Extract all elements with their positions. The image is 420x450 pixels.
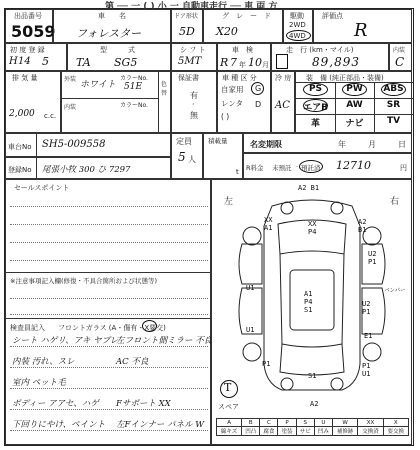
legend-code: S — [296, 419, 314, 427]
model-prefix: TA — [76, 56, 91, 69]
diagram-left-label: 左 — [224, 197, 234, 207]
drive-2wd: 2WD — [289, 21, 306, 29]
mileage: 89,893 — [312, 55, 360, 69]
reg-label: 登録No — [8, 166, 32, 174]
mileage-label: 走 行 (km・マイル) — [286, 46, 354, 54]
inspection-year-unit: 年 — [239, 61, 246, 69]
inspection-label: 車 検 — [232, 46, 253, 54]
warranty-label: 保証書 — [178, 74, 199, 82]
legend-meaning: 要交換 — [383, 427, 408, 436]
damage-mark-right-rear: P1 U1 — [362, 362, 371, 378]
color-code: 51E — [124, 82, 143, 92]
legend-code: P — [278, 419, 296, 427]
damage-mark-front-right: A2 B1 — [358, 218, 367, 234]
top-banner: 第 ── 一 ( ) 小 一 自動車走行 ── 車 両 方 — [105, 2, 278, 12]
tax-day: 日 — [398, 140, 406, 149]
warranty-dot: · — [192, 100, 195, 109]
auction-sheet — [4, 2, 414, 446]
damage-mark-roof: A1 P4 S1 — [304, 290, 313, 314]
inspector-note: ボディー アアセ、ハゲ — [12, 399, 99, 409]
spare-label: スペア — [218, 403, 239, 411]
vin-label: 車台No — [8, 143, 32, 151]
equipment-cell — [295, 71, 412, 133]
damage-mark-hood: XX P4 — [308, 220, 317, 236]
interior-score-label: 内装 — [393, 47, 406, 54]
car-name-cell — [53, 9, 171, 43]
tax-cell — [243, 133, 412, 153]
inspector-note: Fサポート XX — [116, 399, 171, 409]
equipment-circle-mark — [342, 83, 367, 96]
sales-line-4 — [10, 260, 208, 261]
inspection-era: R — [220, 56, 229, 69]
bumper-note: バンパー — [384, 288, 406, 294]
inspector-label: 検査員記入 — [10, 324, 45, 332]
tax-month: 月 — [368, 140, 376, 149]
legend-code: W — [333, 419, 358, 427]
drive-cell — [283, 9, 313, 43]
inspection-month-unit: 月 — [262, 61, 269, 69]
load-cell — [203, 133, 243, 179]
spare-mark: T — [224, 381, 232, 394]
notes-label: ※注意事項記入欄(修復・不具合箇所および状態等) — [10, 277, 158, 285]
recycle-paid: 預託済 — [301, 164, 321, 172]
car-type-private: 自家用 — [221, 85, 244, 94]
mileage-digit-box — [276, 54, 288, 69]
notes-divider — [6, 272, 212, 273]
exterior-color: ホワイト — [80, 80, 116, 90]
equipment-item: ナビ — [345, 119, 364, 129]
car-type-cell — [217, 71, 271, 133]
equipment-circle-mark — [303, 99, 328, 112]
reg-divider — [36, 158, 37, 180]
equipment-item: SR — [386, 100, 401, 110]
legend-meaning: 凹み — [314, 427, 332, 436]
inspection-year: 7 — [230, 56, 237, 69]
notes-line-1 — [10, 298, 208, 299]
capacity: 5 — [178, 150, 186, 164]
recycle-amount: 12710 — [336, 159, 371, 172]
damage-mark-front-left: XX A1 — [264, 216, 273, 232]
equipment-item: AW — [346, 100, 363, 110]
interior-color-label: 内装 — [64, 104, 77, 111]
shift-cell — [171, 43, 217, 71]
damage-legend — [216, 418, 409, 436]
legend-meaning: 線キズ — [217, 427, 242, 436]
inspector-note-line — [10, 367, 208, 368]
legend-code: B — [242, 419, 260, 427]
lot-number-cell — [5, 9, 56, 43]
inspector-note-line — [10, 409, 208, 410]
sales-line-1 — [10, 206, 208, 207]
first-reg-cell — [5, 43, 67, 71]
color-divider — [62, 98, 158, 99]
capacity-cell — [171, 133, 203, 179]
legend-meaning: 交換済 — [358, 427, 383, 436]
diagram-right-label: 右 — [390, 197, 400, 207]
interior-color-no-label: カラーNo. — [120, 102, 148, 109]
color-change-label: 色替 — [161, 81, 168, 97]
inspector-note: 内装 汚れ、スレ — [12, 357, 75, 367]
lot-label: 出品番号 — [14, 12, 42, 20]
car-type-parens: ( ) — [221, 112, 230, 121]
equipment-circle-mark — [381, 83, 406, 96]
ac-cell — [271, 71, 295, 133]
inspector-note-line — [10, 346, 208, 347]
model-label: 型 式 — [100, 46, 135, 54]
damage-mark-left-door-rear: U1 — [246, 326, 255, 334]
interior-score: C — [395, 55, 405, 69]
warranty-yes: 有 — [190, 91, 198, 100]
damage-mark-rear-bumper: A2 — [310, 400, 319, 408]
inspector-note: 下回りにやけ、ペイント — [12, 420, 106, 430]
interior-score-cell — [389, 43, 412, 71]
legend-meaning: 塗装 — [278, 427, 296, 436]
fuel-gas: G — [255, 84, 262, 93]
legend-code: U — [314, 419, 332, 427]
score: R — [354, 20, 368, 41]
vin: SH5-009558 — [42, 139, 106, 150]
damage-mark-right-rear-door: E1 — [364, 332, 373, 340]
load-unit: t — [236, 168, 239, 176]
recycle-cell — [243, 153, 412, 179]
load-label: 積載量 — [208, 137, 228, 145]
equip-grid-h3 — [296, 114, 413, 115]
damage-mark-left-door-front: U1 — [246, 284, 255, 292]
doors-cell — [171, 9, 203, 43]
model-code: SG5 — [114, 56, 138, 69]
recycle-unpaid: 未預託 — [272, 164, 292, 172]
capacity-unit: 人 — [188, 155, 196, 164]
sales-line-2 — [10, 224, 208, 225]
equipment-label: 装 備 (純正部品・装備) — [306, 74, 384, 82]
vin-divider — [36, 134, 37, 158]
equipment-circle-mark — [303, 83, 328, 96]
equipment-item: エアB — [303, 103, 328, 113]
equipment-item: PS — [308, 84, 323, 94]
capacity-label: 定員 — [176, 137, 192, 146]
car-type-rental: レンタ — [221, 99, 244, 108]
color-change-divider — [158, 72, 159, 134]
sales-line-3 — [10, 242, 208, 243]
ac: AC — [275, 100, 290, 111]
vin-cell — [5, 133, 171, 157]
lot-number: 5059 — [11, 22, 56, 41]
damage-mark-right-door: U2 P1 — [362, 300, 371, 316]
displacement-label: 排 気 量 — [12, 74, 38, 82]
fuel-diesel: D — [255, 100, 262, 109]
cc-unit: c.c. — [44, 112, 57, 120]
inspector-note: 左フロント側ミラー 不良 — [116, 336, 213, 346]
first-reg-month: 5 — [42, 55, 49, 68]
inspector-note: 左Fインナー パネル W — [116, 420, 205, 430]
inspector-note: AC 不良 — [116, 357, 149, 367]
color-cell — [61, 71, 171, 133]
notes-line-2 — [10, 314, 208, 315]
shift: 5MT — [178, 56, 202, 67]
reg-no: 尾張小牧 300 ひ 7297 — [42, 165, 131, 175]
reg-cell — [5, 157, 171, 179]
drive-label: 駆動 — [290, 12, 304, 20]
legend-code: X — [383, 419, 408, 427]
recycle-unit: 円 — [400, 164, 407, 172]
recycle-dot: · — [296, 163, 299, 171]
windshield-circle-mark — [142, 320, 157, 332]
score-label: 評価点 — [322, 12, 343, 20]
tax-year: 年 — [338, 140, 346, 149]
inspector-note: 室内 ペット毛 — [12, 378, 66, 388]
equipment-item: TV — [386, 116, 401, 126]
damage-mark-trunk: S1 — [308, 372, 317, 380]
legend-code: XX — [358, 419, 383, 427]
color-no-label: カラーNo. — [120, 75, 148, 82]
sales-point-label: セールスポイント — [14, 184, 70, 192]
doors: 5D — [179, 25, 195, 38]
equipment-item: ABS — [383, 84, 404, 94]
left-panel — [5, 179, 211, 445]
drive-4wd: 4WD — [289, 32, 306, 40]
damage-mark-front: A2 B1 — [298, 184, 320, 192]
damage-mark-right-fender: U2 P1 — [368, 250, 377, 266]
legend-meaning: 補修跡 — [333, 427, 358, 436]
grade: X20 — [216, 25, 238, 38]
equipment-item: 革 — [310, 119, 320, 129]
legend-code: C — [260, 419, 278, 427]
exterior-label: 外装 — [64, 76, 77, 83]
model-cell — [67, 43, 171, 71]
car-name: フォレスター — [76, 27, 142, 40]
first-reg-era: H — [9, 56, 18, 67]
grade-cell — [203, 9, 283, 43]
displacement: 2,000 — [9, 109, 35, 119]
doors-label: ドア形状 — [174, 13, 198, 20]
inspection-month: 10 — [248, 56, 262, 69]
first-reg-year: 14 — [18, 56, 31, 67]
damage-mark-left-rear: P1 — [262, 360, 271, 368]
mileage-cell — [271, 43, 389, 71]
ac-label: 冷 房 — [275, 74, 292, 82]
warranty-cell — [171, 71, 217, 133]
warranty-no: 無 — [190, 111, 198, 120]
windshield-label: フロントガラス (A・傷有・X要交) — [58, 324, 166, 332]
inspector-note-line — [10, 430, 208, 431]
grade-label: グ レ ー ド — [222, 12, 271, 20]
displacement-cell — [5, 71, 61, 133]
diagram-panel — [211, 179, 412, 445]
inspector-note: シート ハゲリ、アキ ヤブレ — [12, 336, 119, 346]
shift-label: シ フ ト — [180, 46, 206, 54]
car-type-label: 車 種 区 分 — [222, 74, 257, 82]
legend-code: A — [217, 419, 242, 427]
legend-meaning: 腐食 — [260, 427, 278, 436]
tax-label: 名変期限 — [250, 140, 282, 149]
score-cell — [313, 9, 412, 43]
legend-meaning: 凹凸 — [242, 427, 260, 436]
first-reg-label: 初 度 登 録 — [10, 46, 45, 54]
inspector-note-line — [10, 388, 208, 389]
legend-meaning: サビ — [296, 427, 314, 436]
equipment-item: PW — [346, 84, 363, 94]
inspection-cell — [217, 43, 271, 71]
car-name-label: 車 名 — [98, 12, 126, 20]
inspector-divider — [6, 318, 212, 319]
recycle-label: R料金 — [246, 164, 264, 172]
